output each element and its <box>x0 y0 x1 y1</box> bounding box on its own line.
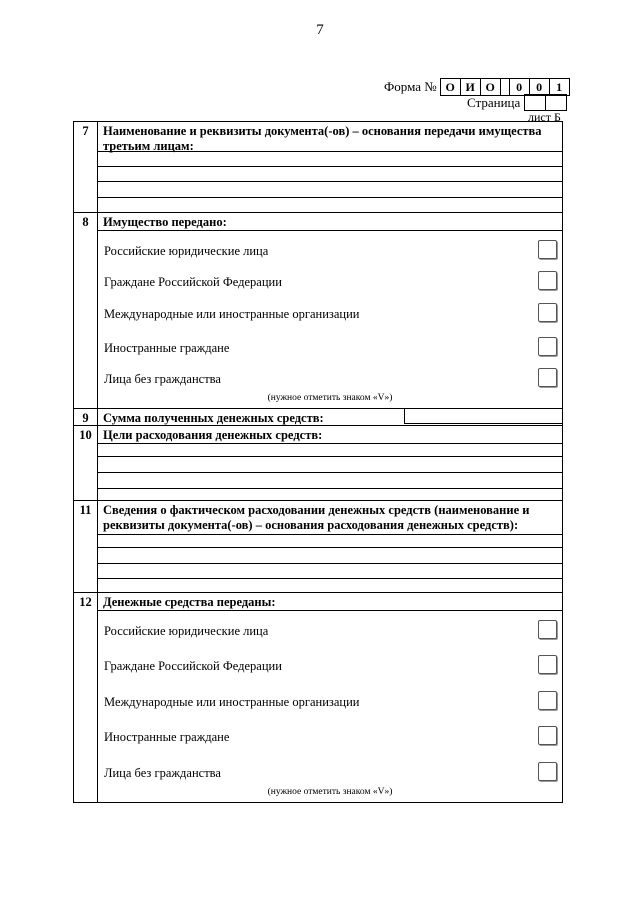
entry-line[interactable] <box>98 456 562 457</box>
title-underline <box>98 443 562 444</box>
entry-line[interactable] <box>98 197 562 198</box>
sheet-label: лист Б <box>528 110 561 124</box>
checkbox-hint: (нужное отметить знаком «V») <box>267 787 393 797</box>
option-checkbox[interactable] <box>538 726 557 745</box>
section-number: 12 <box>79 595 92 609</box>
option-checkbox[interactable] <box>538 655 557 674</box>
option-label: Иностранные граждане <box>104 730 230 744</box>
form-number-label: Форма № <box>384 79 437 94</box>
section-title: Наименование и реквизиты документа(-ов) – основания передачи имущества третьим лицам: <box>103 124 542 153</box>
option-label: Российские юридические лица <box>104 244 269 258</box>
option-label: Граждане Российской Федерации <box>104 659 282 673</box>
form-code-cell <box>501 79 510 95</box>
entry-line[interactable] <box>98 578 562 579</box>
entry-line[interactable] <box>98 563 562 564</box>
section-number: 8 <box>82 215 89 229</box>
section-title: Сумма полученных денежных средств: <box>103 411 324 425</box>
option-checkbox[interactable] <box>538 762 557 781</box>
option-checkbox[interactable] <box>538 271 557 290</box>
form-code-cell: И <box>461 79 481 95</box>
entry-line[interactable] <box>98 181 562 182</box>
option-checkbox[interactable] <box>538 303 557 322</box>
form-code-cell: 0 <box>530 79 550 95</box>
option-label: Лица без гражданства <box>104 766 221 780</box>
option-checkbox[interactable] <box>538 337 557 356</box>
option-label: Международные или иностранные организации <box>104 695 360 709</box>
section-12 <box>74 592 562 803</box>
section-title: Сведения о фактическом расходовании денежных средств (наименование и реквизиты документа(-ов) – основания расходования денежных средств): <box>103 503 530 532</box>
sum-amount-field[interactable] <box>404 409 562 424</box>
entry-line[interactable] <box>98 488 562 489</box>
option-checkbox[interactable] <box>538 240 557 259</box>
option-checkbox[interactable] <box>538 691 557 710</box>
section-number: 11 <box>79 503 92 517</box>
form-table <box>73 121 563 803</box>
page-label: Страница <box>467 94 521 110</box>
title-underline <box>98 230 562 231</box>
section-number: 9 <box>82 411 89 425</box>
option-label: Граждане Российской Федерации <box>104 275 282 289</box>
option-checkbox[interactable] <box>538 368 557 387</box>
section-title: Цели расходования денежных средств: <box>103 428 323 442</box>
checkbox-hint: (нужное отметить знаком «V») <box>267 393 393 403</box>
form-code-cell: 1 <box>556 80 563 94</box>
form-code-cell: О <box>481 79 501 95</box>
entry-line[interactable] <box>98 166 562 167</box>
form-code-cell: 0 <box>510 79 530 95</box>
option-checkbox[interactable] <box>538 620 557 639</box>
page-field <box>467 94 567 111</box>
option-label: Международные или иностранные организации <box>104 307 360 321</box>
section-number: 7 <box>82 124 89 138</box>
section-10 <box>74 425 562 501</box>
section-title: Денежные средства переданы: <box>103 595 276 609</box>
entry-line[interactable] <box>98 151 562 152</box>
entry-line[interactable] <box>98 547 562 548</box>
title-underline <box>98 610 562 611</box>
option-label: Иностранные граждане <box>104 341 230 355</box>
option-label: Российские юридические лица <box>104 624 269 638</box>
entry-line[interactable] <box>98 472 562 473</box>
section-8 <box>74 212 562 409</box>
option-label: Лица без гражданства <box>104 372 221 386</box>
title-underline <box>98 534 562 535</box>
section-title: Имущество передано: <box>103 215 227 229</box>
form-code-cell: О <box>441 79 461 95</box>
section-11 <box>74 500 562 593</box>
page-number: 7 <box>316 22 324 38</box>
section-9 <box>74 408 562 426</box>
page-number-box[interactable] <box>524 94 546 111</box>
page-number-box[interactable] <box>546 94 567 111</box>
section-7 <box>74 122 562 212</box>
section-number: 10 <box>79 428 92 442</box>
